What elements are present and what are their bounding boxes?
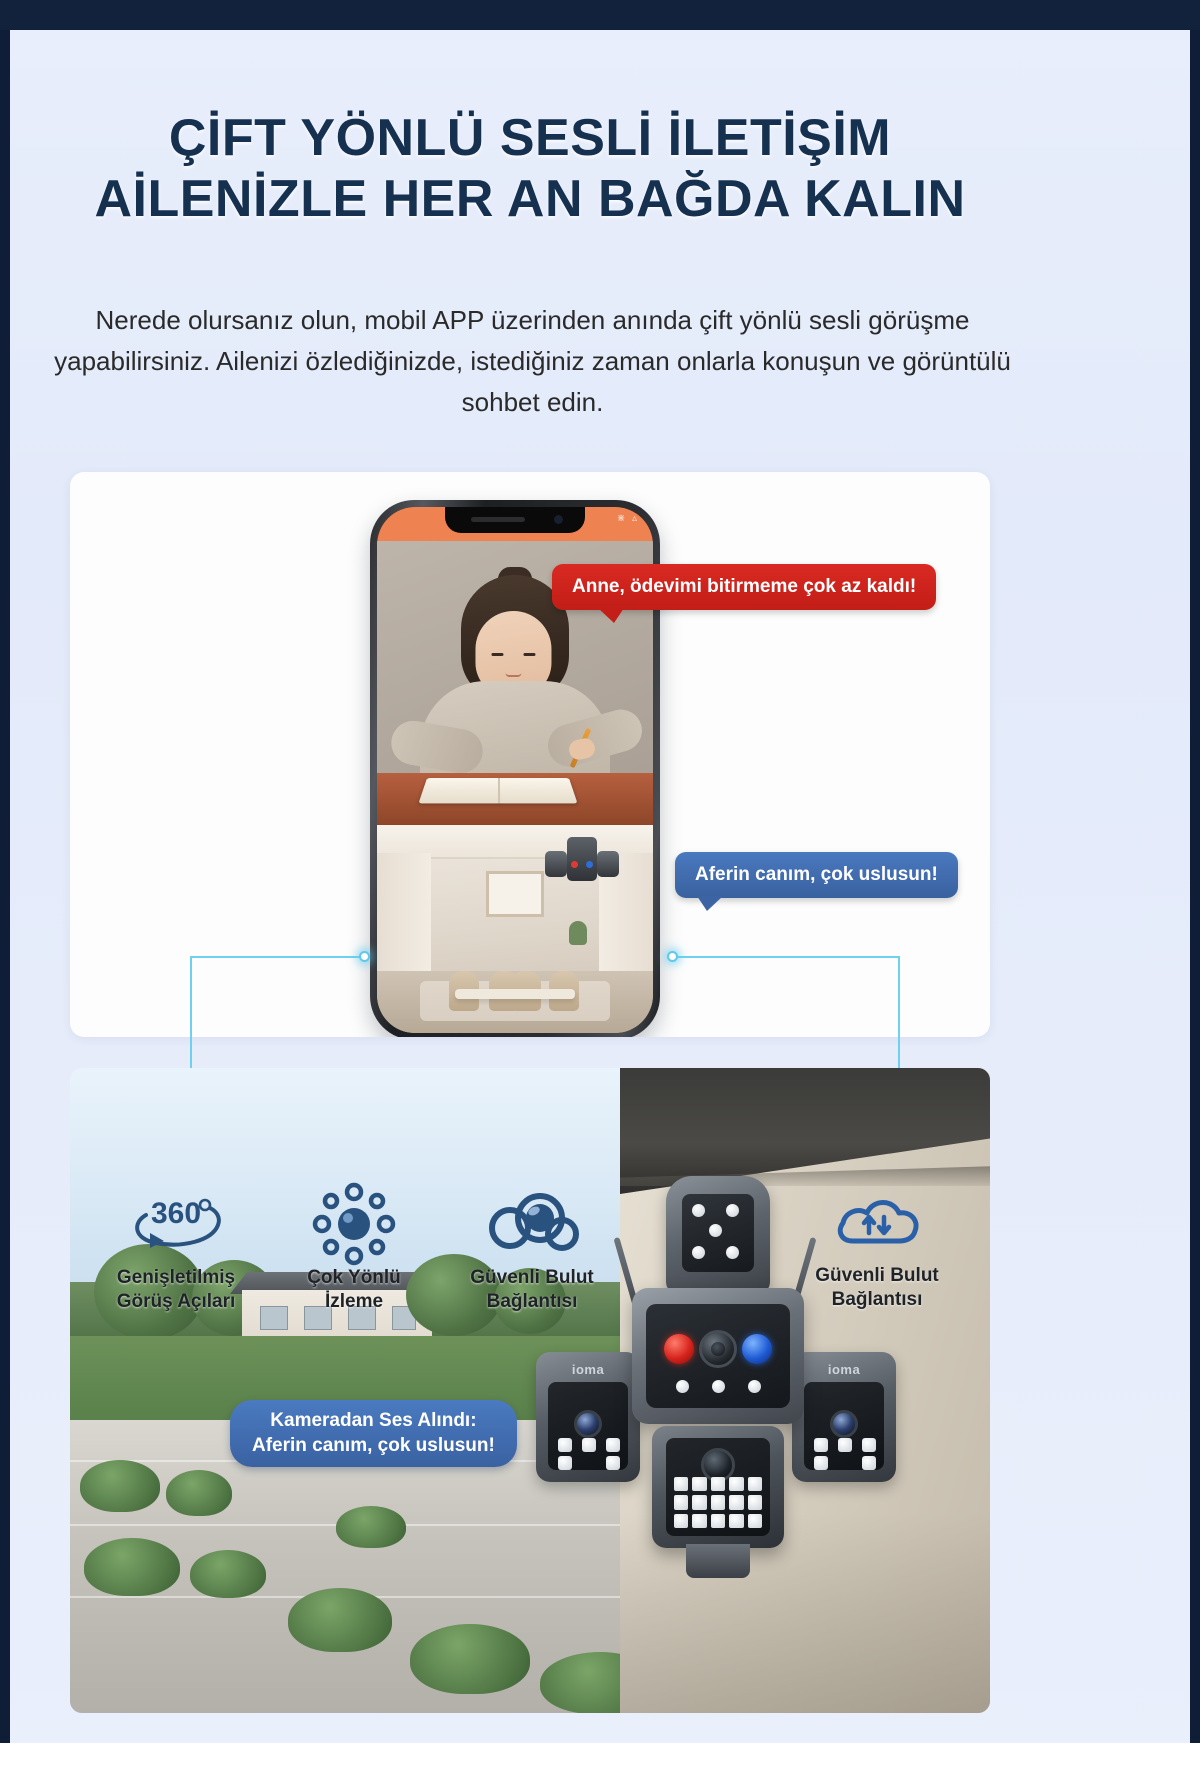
audio-received-toast [230,1400,517,1467]
white-led [862,1438,876,1452]
feature-label-secure-cloud-right: Güvenli Bulut Bağlantısı [815,1265,939,1310]
cloud-upload-download-icon [792,1186,962,1258]
camera-module-top [666,1176,770,1294]
white-led [582,1438,596,1452]
feature-list [110,1188,598,1314]
white-led [814,1456,828,1470]
feature-item-multidirection [288,1188,420,1314]
white-led [558,1438,572,1452]
camera-face-bottom [666,1438,770,1536]
shrub [288,1588,392,1652]
child-eye-left [491,653,503,656]
feature-label-cloud: Güvenli Bulut Bağlantısı [470,1267,594,1312]
child-mouth [505,673,521,677]
white-led [674,1495,688,1509]
multi-direction-monitor-icon [288,1188,420,1260]
white-led [692,1477,706,1491]
video-feed-room [377,825,653,1033]
ir-led-red [571,861,578,868]
wall-art-frame [486,871,544,917]
toast-line-1: Kameradan Ses Alındı: [270,1410,477,1431]
title-line-2: AİLENİZLE HER AN BAĞDA KALIN [94,170,966,229]
lens-blue [742,1334,772,1364]
camera-face-main [646,1304,790,1408]
white-led [729,1495,743,1509]
360-rotation-icon [110,1188,242,1260]
white-led [711,1514,725,1528]
white-led [748,1380,761,1393]
led-grid-bottom [674,1477,762,1528]
speech-bubble-child: Anne, ödevimi bitirmeme çok az kaldı! [552,564,936,610]
white-led [814,1438,828,1452]
shrub [190,1550,266,1598]
camera-face-right [804,1382,884,1470]
white-led [862,1456,876,1470]
speech-bubble-parent: Aferin canım, çok uslusun! [675,852,958,898]
white-led [676,1380,689,1393]
white-led [748,1514,762,1528]
feature-item-cloud [466,1188,598,1314]
toast-line-2: Aferin canım, çok uslusun! [252,1434,495,1456]
shrub [84,1538,180,1596]
phone-showcase-card [70,472,990,1037]
left-edge-bar [0,30,10,1789]
feature-item-360 [110,1188,242,1314]
white-led [711,1495,725,1509]
white-led [692,1204,705,1217]
shrub [166,1470,232,1516]
camera-module-bottom [652,1426,784,1548]
wall-mount-bracket [686,1544,750,1578]
phone-notch [445,507,585,533]
white-led [606,1456,620,1470]
led-array-left [556,1390,620,1462]
lens-red [664,1334,694,1364]
camera-module-main [632,1288,804,1424]
camera-module-left [536,1352,640,1482]
camera-face-left [548,1382,628,1470]
secure-cloud-icon [466,1188,598,1260]
led-array-right [812,1390,876,1462]
white-led [692,1514,706,1528]
camera-overlay-graphic [545,837,619,899]
outdoor-scene-panel [70,1068,990,1713]
white-led [726,1246,739,1259]
camera-overlay-center [567,837,597,881]
white-led [712,1380,725,1393]
shrub [80,1460,160,1512]
white-led [558,1456,572,1470]
child-eye-right [523,653,535,656]
signal-icons: ⋇ ▵ [616,513,639,524]
shrub [336,1506,406,1548]
svg-text:360: 360 [150,1197,202,1230]
white-led [674,1477,688,1491]
white-led [726,1204,739,1217]
white-led [711,1477,725,1491]
dining-table [455,989,575,999]
white-led [729,1477,743,1491]
white-led [692,1246,705,1259]
right-edge-bar [1190,30,1200,1789]
page-title [0,108,1060,231]
white-led [748,1477,762,1491]
top-dark-bar [0,0,1200,30]
camera-module-right [792,1352,896,1482]
brand-label-left: ioma [571,1362,605,1377]
ir-led-blue [586,861,593,868]
feature-label-360: Genişletilmiş Görüş Açıları [116,1267,236,1312]
ir-led-panel-top [682,1194,754,1272]
white-led [606,1438,620,1452]
camera-overlay-right [597,851,619,877]
white-led [692,1495,706,1509]
white-led [709,1224,722,1237]
white-led [838,1438,852,1452]
feature-label-multidirection: Çok Yönlü İzleme [307,1267,401,1312]
lead-paragraph: Nerede olursanız olun, mobil APP üzerinden anında çift yönlü sesli görüşme yapabilirsiniz. Ailenizi özlediğinizde, istediğiniz zaman onlarla konuşun ve görüntülü sohbet edin. [54,305,1011,418]
feature-item-secure-cloud-right [792,1186,962,1312]
white-led [729,1514,743,1528]
lens-center-main [699,1330,737,1368]
shrub [410,1624,530,1694]
title-line-1: ÇİFT YÖNLÜ SESLİ İLETİŞİM [168,109,892,167]
open-book [418,778,577,803]
camera-overlay-left [545,851,567,877]
hero-heading [0,108,1060,231]
potted-plant [569,921,587,945]
white-led [748,1495,762,1509]
brand-label-right: ioma [827,1362,861,1377]
room-wall-left [377,853,431,985]
white-led [674,1514,688,1528]
bottom-white-strip [0,1743,1200,1789]
